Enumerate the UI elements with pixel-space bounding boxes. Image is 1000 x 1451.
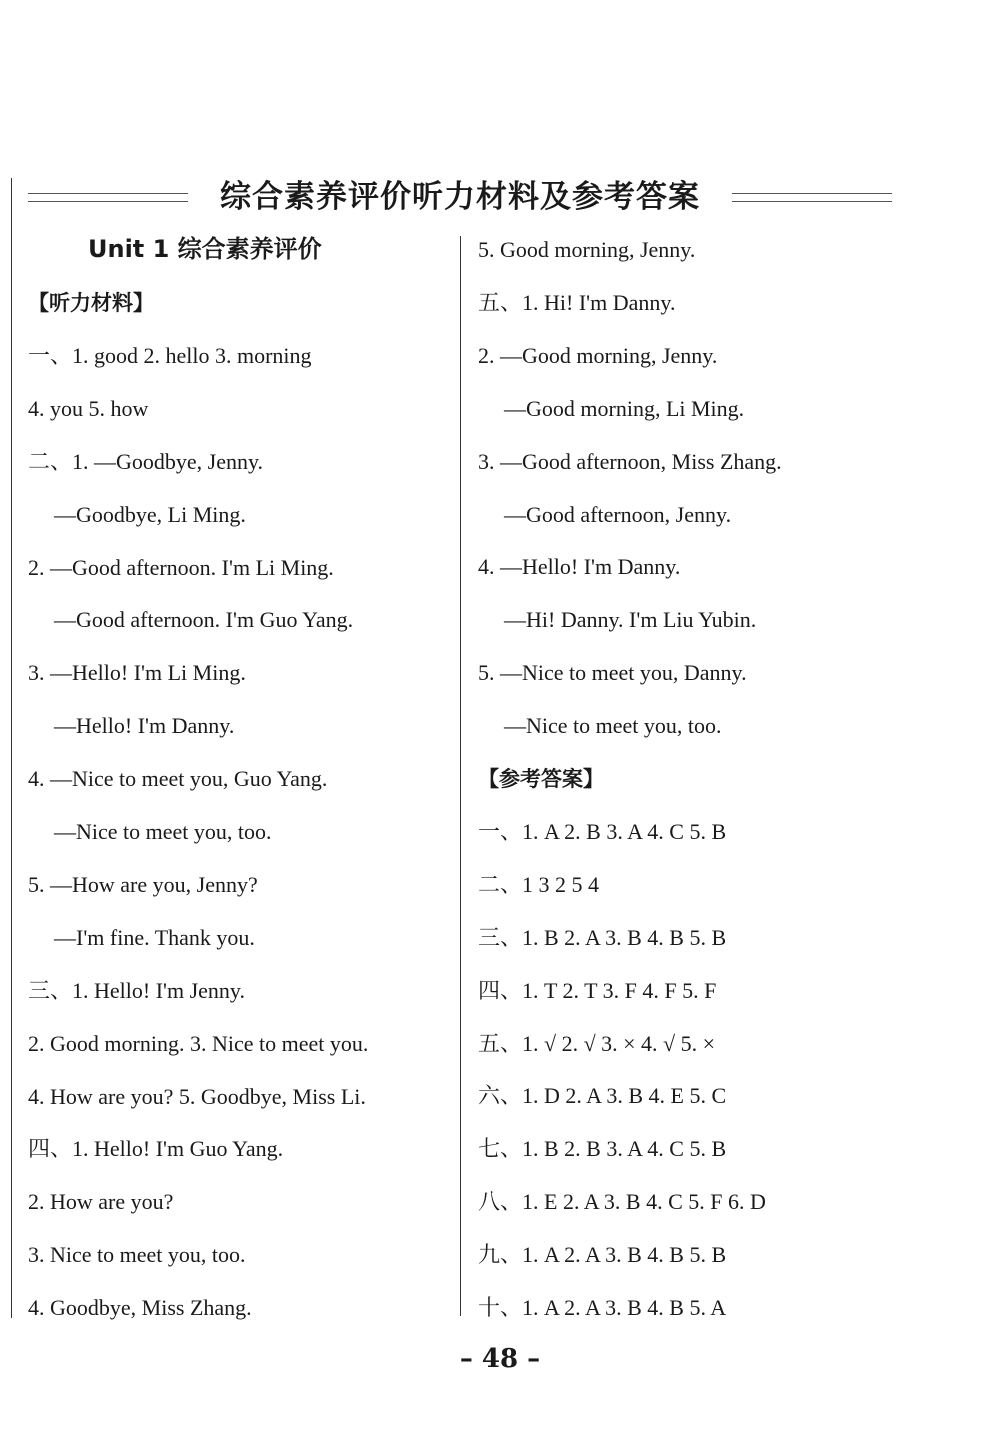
left-line: 三、1. Hello! I'm Jenny. (28, 977, 246, 1003)
title-bar (0, 172, 1000, 222)
right-line: 十、1. A 2. A 3. B 4. B 5. A (478, 1295, 727, 1320)
right-line: 六、1. D 2. A 3. B 4. E 5. C (478, 1083, 727, 1109)
right-line: —Good morning, Li Ming. (504, 395, 745, 421)
left-line: 2. Good morning. 3. Nice to meet you. (28, 1030, 369, 1056)
right-section-heading: 【参考答案】 (478, 767, 604, 791)
right-line: 2. —Good morning, Jenny. (478, 342, 718, 368)
title-rule-left (28, 193, 188, 202)
left-border-line (11, 178, 12, 1318)
left-line: —Nice to meet you, too. (54, 819, 272, 844)
right-line: —Nice to meet you, too. (504, 713, 722, 739)
left-line: 4. —Nice to meet you, Guo Yang. (28, 766, 328, 792)
right-line: 一、1. A 2. B 3. A 4. C 5. B (478, 818, 727, 844)
right-line: 五、1. Hi! I'm Danny. (478, 289, 676, 315)
right-line: 三、1. B 2. A 3. B 4. B 5. B (478, 924, 727, 950)
page-number: – 48 – (459, 1344, 541, 1374)
right-line: 四、1. T 2. T 3. F 4. F 5. F (478, 977, 717, 1003)
left-line: —Goodbye, Li Ming. (54, 501, 246, 527)
right-line: 五、1. √ 2. √ 3. × 4. √ 5. × (478, 1030, 716, 1056)
left-line: 4. Goodbye, Miss Zhang. (28, 1295, 252, 1321)
left-line: 二、1. —Goodbye, Jenny. (28, 448, 264, 474)
left-line: 2. How are you? (28, 1189, 174, 1215)
title-rule-right (732, 193, 892, 202)
right-line: 二、1 3 2 5 4 (478, 871, 600, 897)
right-line: 5. —Nice to meet you, Danny. (478, 660, 747, 686)
left-line: —I'm fine. Thank you. (54, 924, 255, 950)
left-section-heading: 【听力材料】 (28, 291, 154, 315)
left-line: 4. How are you? 5. Goodbye, Miss Li. (28, 1083, 366, 1109)
left-line: 5. —How are you, Jenny? (28, 871, 258, 897)
right-line: 3. —Good afternoon, Miss Zhang. (478, 448, 782, 474)
right-line: —Hi! Danny. I'm Liu Yubin. (504, 607, 757, 633)
unit-heading: Unit 1 综合素养评价 (88, 235, 322, 263)
right-line: 八、1. E 2. A 3. B 4. C 5. F 6. D (478, 1189, 766, 1215)
left-line: 4. you 5. how (28, 395, 149, 421)
left-line: —Good afternoon. I'm Guo Yang. (54, 607, 354, 633)
page-title: 综合素养评价听力材料及参考答案 (220, 179, 700, 215)
left-line: 一、1. good 2. hello 3. morning (28, 342, 312, 368)
right-line: 5. Good morning, Jenny. (478, 237, 696, 262)
right-line: 七、1. B 2. B 3. A 4. C 5. B (478, 1136, 727, 1162)
left-line: 四、1. Hello! I'm Guo Yang. (28, 1136, 284, 1162)
column-divider (460, 236, 461, 1316)
left-line: —Hello! I'm Danny. (54, 713, 235, 739)
right-line: 九、1. A 2. A 3. B 4. B 5. B (478, 1242, 727, 1268)
right-line: —Good afternoon, Jenny. (504, 501, 732, 527)
right-line: 4. —Hello! I'm Danny. (478, 554, 681, 580)
left-line: 2. —Good afternoon. I'm Li Ming. (28, 554, 334, 580)
left-line: 3. —Hello! I'm Li Ming. (28, 660, 246, 686)
left-line: 3. Nice to meet you, too. (28, 1242, 246, 1268)
